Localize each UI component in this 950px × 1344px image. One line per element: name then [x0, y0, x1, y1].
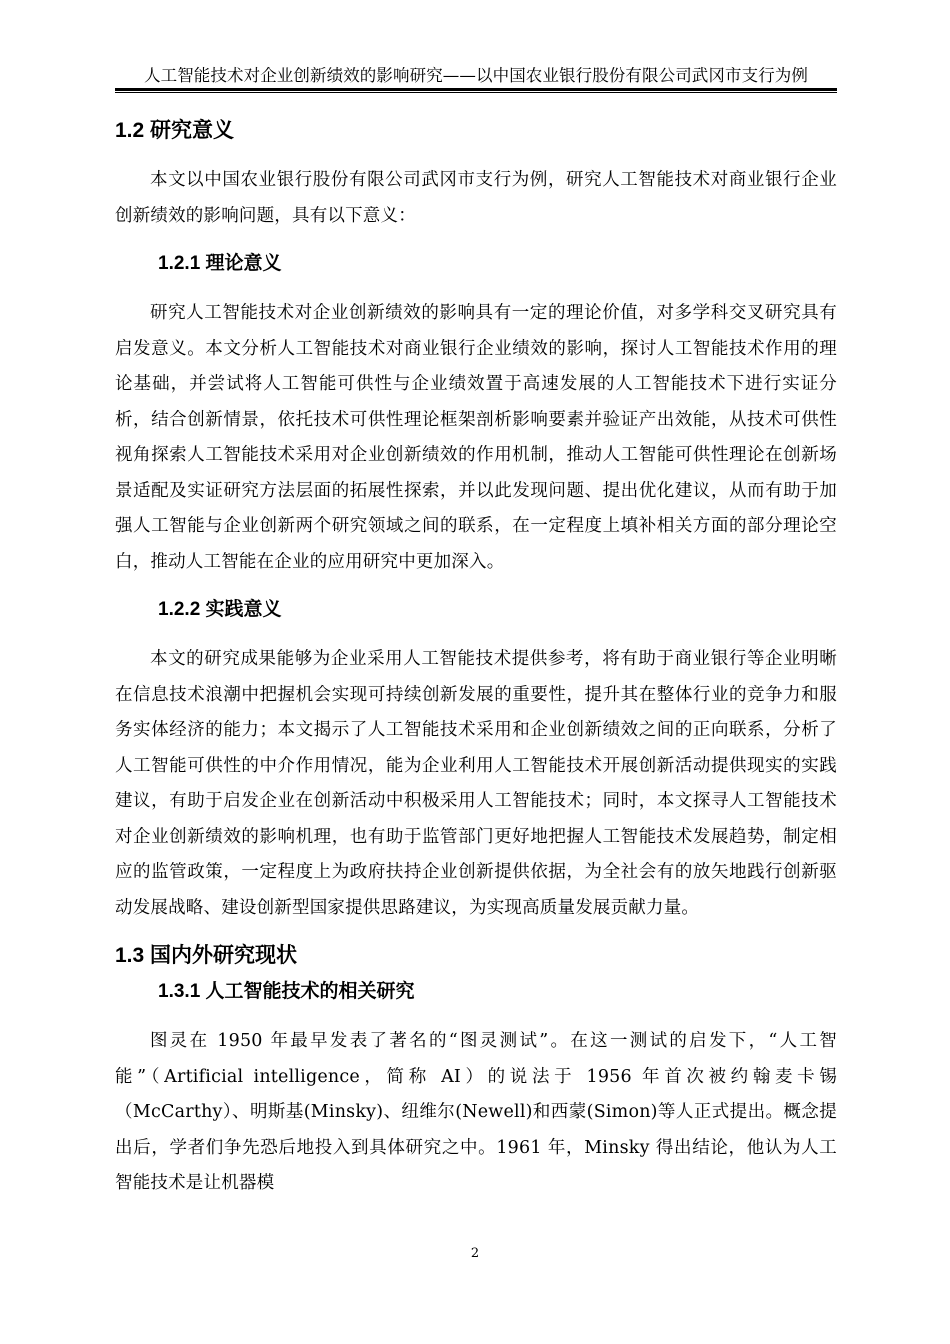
heading-1-3: 1.3 国内外研究现状	[115, 944, 298, 967]
paragraph-1-2-2: 本文的研究成果能够为企业采用人工智能技术提供参考，将有助于商业银行等企业明晰在信息技术浪潮中把握机会实现可持续创新发展的重要性，提升其在整体行业的竞争力和服务实体经济的能力；本文揭示了人工智能技术采用和企业创新绩效之间的正向联系，分析了人工智能可供性的中介作用情况，能为企业利用人工智能技术开展创新活动提供现实的实践建议，有助于启发企业在创新活动中积极采用人工智能技术；同时，本文探寻人工智能技术对企业创新绩效的影响机理，也有助于监管部门更好地把握人工智能技术发展趋势，制定相应的监管政策，一定程度上为政府扶持企业创新提供依据，为全社会有的放矢地践行创新驱动发展战略、建设创新型国家提供思路建议，为实现高质量发展贡献力量。	[115, 649, 837, 918]
heading-1-3-1: 1.3.1 人工智能技术的相关研究	[158, 981, 415, 1002]
header-rule-thick	[115, 88, 837, 91]
heading-1-2-2: 1.2.2 实践意义	[158, 599, 282, 620]
heading-1-2: 1.2 研究意义	[115, 119, 235, 142]
paragraph-1-2-1: 研究人工智能技术对企业创新绩效的影响具有一定的理论价值，对多学科交叉研究具有启发意义。本文分析人工智能技术对商业银行企业绩效的影响，探讨人工智能技术作用的理论基础，并尝试将人工智能可供性与企业绩效置于高速发展的人工智能技术下进行实证分析，结合创新情景，依托技术可供性理论框架剖析影响要素并验证产出效能，从技术可供性视角探索人工智能技术采用对企业创新绩效的作用机制，推动人工智能可供性理论在创新场景适配及实证研究方法层面的拓展性探索，并以此发现问题、提出优化建议，从而有助于加强人工智能与企业创新两个研究领域之间的联系，在一定程度上填补相关方面的部分理论空白，推动人工智能在企业的应用研究中更加深入。	[115, 303, 837, 572]
heading-1-2-1: 1.2.1 理论意义	[158, 253, 282, 274]
header-rule-thin	[115, 92, 837, 93]
running-header: 人工智能技术对企业创新绩效的影响研究——以中国农业银行股份有限公司武冈市支行为例	[144, 66, 808, 85]
page-body	[115, 116, 837, 1202]
paragraph-1-3-1: 图灵在 1950 年最早发表了著名的“图灵测试”。在这一测试的启发下，“人工智能”（Artificial intelligence，简称 AI）的说法于 1956 年首次被约翰麦卡锡（McCarthy）、明斯基(Minsky)、纽维尔(Newell)和西蒙(Simon)等人正式提出。概念提出后，学者们争先恐后地投入到具体研究之中。1961 年，Minsky 得出结论，他认为人工智能技术是让机器模	[115, 1031, 837, 1193]
page-number: 2	[470, 1246, 480, 1261]
paragraph-1-2-intro: 本文以中国农业银行股份有限公司武冈市支行为例，研究人工智能技术对商业银行企业创新绩效的影响问题，具有以下意义：	[115, 170, 837, 226]
